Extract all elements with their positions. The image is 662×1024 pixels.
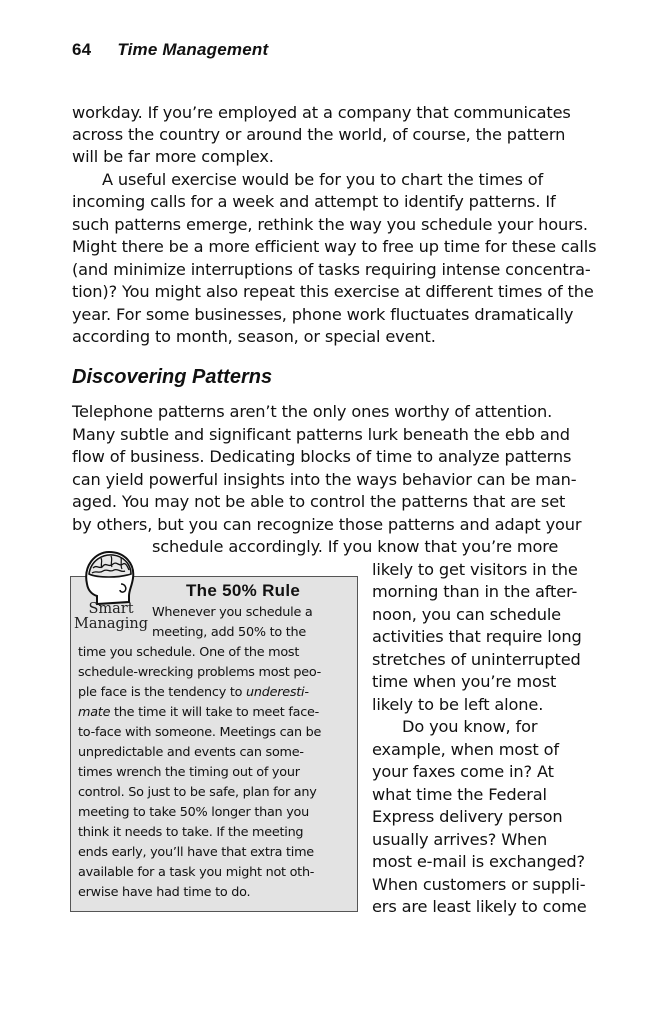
- body-line: will be far more complex.: [72, 147, 274, 166]
- column-line: activities that require long: [372, 627, 582, 646]
- body-line: can yield powerful insights into the ways behavior can be man-: [72, 470, 577, 489]
- sidebar-line: unpredictable and events can some-: [78, 745, 304, 760]
- column-line: Express delivery person: [372, 807, 563, 826]
- column-line: what time the Federal: [372, 785, 547, 804]
- body-line: schedule accordingly. If you know that you’re more: [152, 537, 559, 556]
- body-line: A useful exercise would be for you to chart the times of: [102, 170, 544, 189]
- column-line: stretches of uninterrupted: [372, 650, 581, 669]
- sidebar-title: The 50% Rule: [186, 581, 301, 600]
- column-line: noon, you can schedule: [372, 605, 561, 624]
- sidebar-line: think it needs to take. If the meeting: [78, 825, 304, 840]
- body-line: Many subtle and significant patterns lurk beneath the ebb and: [72, 425, 570, 444]
- body-line: across the country or around the world, of course, the pattern: [72, 125, 566, 144]
- sidebar-line: available for a task you might not oth-: [78, 865, 315, 880]
- body-line: year. For some businesses, phone work fluctuates dramatically: [72, 305, 574, 324]
- column-line: likely to be left alone.: [372, 695, 544, 714]
- body-line: incoming calls for a week and attempt to identify patterns. If: [72, 192, 556, 211]
- sidebar-line: erwise have had time to do.: [78, 885, 251, 900]
- page-number: 64: [72, 40, 92, 59]
- running-header: [72, 40, 268, 60]
- sidebar-line: Whenever you schedule a: [152, 605, 313, 620]
- sidebar-line: meeting, add 50% to the: [152, 625, 306, 640]
- body-line: such patterns emerge, rethink the way you schedule your hours.: [72, 215, 588, 234]
- column-line: example, when most of: [372, 740, 559, 759]
- sidebar-line: meeting to take 50% longer than you: [78, 805, 309, 820]
- body-line: Telephone patterns aren’t the only ones worthy of attention.: [72, 402, 553, 421]
- column-line: When customers or suppli-: [372, 875, 586, 894]
- body-line: by others, but you can recognize those patterns and adapt your: [72, 515, 582, 534]
- body-line: according to month, season, or special event.: [72, 327, 436, 346]
- column-line: ers are least likely to come: [372, 897, 587, 916]
- body-line: Might there be a more efficient way to free up time for these calls: [72, 237, 597, 256]
- column-line: most e-mail is exchanged?: [372, 852, 585, 871]
- column-line: usually arrives? When: [372, 830, 548, 849]
- body-line: tion)? You might also repeat this exercise at different times of the: [72, 282, 594, 301]
- body-line: aged. You may not be able to control the patterns that are set: [72, 492, 566, 511]
- book-title: Time Management: [117, 40, 269, 59]
- body-line: flow of business. Dedicating blocks of time to analyze patterns: [72, 447, 572, 466]
- sidebar-line: control. So just to be safe, plan for any: [78, 785, 317, 800]
- column-line: your faxes come in? At: [372, 762, 554, 781]
- column-line: time when you’re most: [372, 672, 557, 691]
- sidebar-line: mate the time it will take to meet face-: [78, 705, 320, 720]
- sidebar-line: times wrench the timing out of your: [78, 765, 300, 780]
- sidebar-line: ple face is the tendency to underesti-: [78, 685, 309, 700]
- column-line: Do you know, for: [402, 717, 538, 736]
- section-heading: Discovering Patterns: [72, 366, 273, 388]
- column-line: morning than in the after-: [372, 582, 578, 601]
- smart-managing-logo: Smart Managing: [73, 601, 148, 632]
- body-line: (and minimize interruptions of tasks requiring intense concentra-: [72, 260, 591, 279]
- sidebar-line: time you schedule. One of the most: [78, 645, 300, 660]
- sidebar-line: ends early, you’ll have that extra time: [78, 845, 314, 860]
- column-line: likely to get visitors in the: [372, 560, 578, 579]
- sidebar-line: schedule-wrecking problems most peo-: [78, 665, 322, 680]
- sidebar-line: to-face with someone. Meetings can be: [78, 725, 322, 740]
- body-line: workday. If you’re employed at a company that communicates: [72, 103, 571, 122]
